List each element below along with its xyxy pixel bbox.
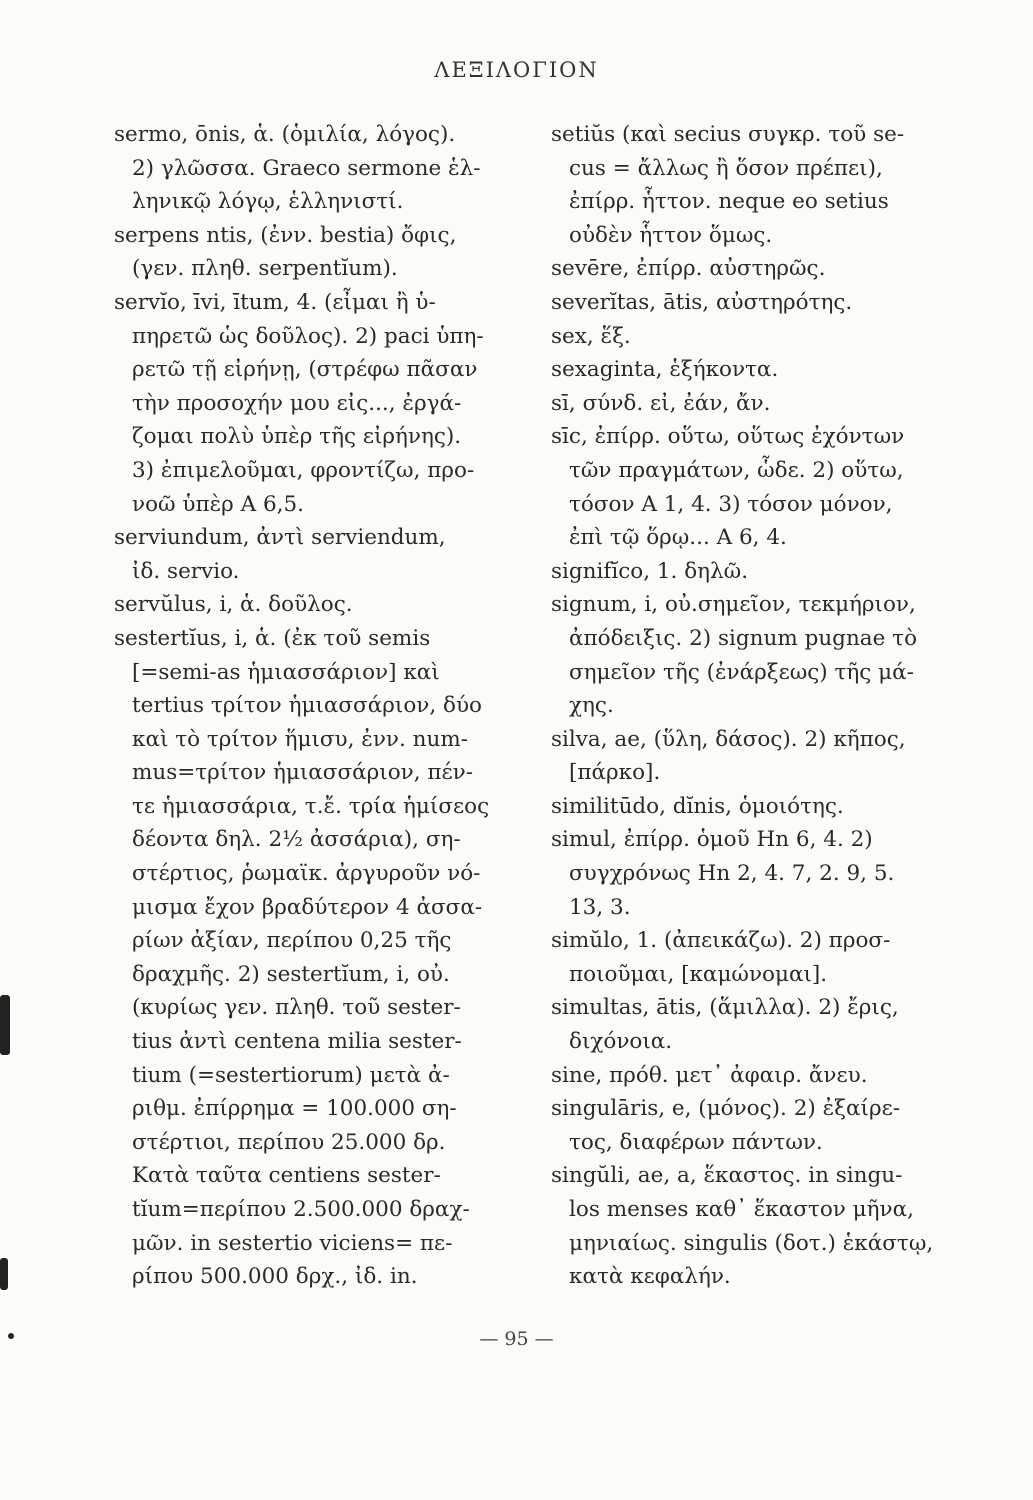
text-line: signum, i, οὐ.σημεῖον, τεκμήριον, bbox=[551, 592, 916, 618]
text-line: τε ἡμιασσάρια, τ.ἔ. τρία ἡμίσεος bbox=[132, 793, 490, 819]
text-line: (κυρίως γεν. πληθ. τοῦ sester- bbox=[132, 995, 461, 1021]
text-line: serviundum, ἀντὶ serviendum, bbox=[114, 525, 446, 551]
scan-mark bbox=[0, 1258, 8, 1290]
text-line: τὴν προσοχήν μου εἰς..., ἐργά- bbox=[132, 390, 462, 416]
text-line: tius ἀντὶ centena milia sester- bbox=[132, 1029, 462, 1055]
text-line: Κατὰ ταῦτα centiens sester- bbox=[132, 1163, 441, 1189]
text-line: (γεν. πληθ. serpentĭum). bbox=[132, 256, 398, 282]
text-line: tium (=sestertiorum) μετὰ ἀ- bbox=[132, 1062, 450, 1088]
scan-mark bbox=[8, 1333, 14, 1339]
text-line: ληνικῷ λόγῳ, ἑλληνιστί. bbox=[132, 189, 404, 215]
text-line: διχόνοια. bbox=[569, 1029, 673, 1055]
text-line: [=semi-as ἡμιασσάριον] καὶ bbox=[132, 659, 440, 685]
text-line: τόσον Α 1, 4. 3) τόσον μόνον, bbox=[569, 491, 893, 517]
text-line: καὶ τὸ τρίτον ἥμισυ, ἐνν. num- bbox=[132, 726, 468, 752]
text-line: simul, ἐπίρρ. ὁμοῦ Ηn 6, 4. 2) bbox=[551, 827, 873, 853]
text-line: similitūdo, dĭnis, ὁμοιότης. bbox=[551, 793, 844, 819]
text-line: ἐπὶ τῷ ὅρῳ... Α 6, 4. bbox=[569, 525, 787, 551]
text-line: sevēre, ἐπίρρ. αὐστηρῶς. bbox=[551, 256, 826, 282]
text-line: sex, ἕξ. bbox=[551, 323, 631, 349]
text-line: los menses καθ᾽ ἕκαστον μῆνα, bbox=[569, 1197, 914, 1222]
text-line: servĭo, īvi, ītum, 4. (εἶμαι ἢ ὑ- bbox=[114, 289, 436, 315]
text-line: ζομαι πολὺ ὑπὲρ τῆς εἰρήνης). bbox=[132, 424, 462, 450]
text-line: ριθμ. ἐπίρρημα = 100.000 ση- bbox=[132, 1096, 457, 1122]
text-line: simŭlo, 1. (ἀπεικάζω). 2) προσ- bbox=[551, 928, 891, 954]
text-line: στέρτιοι, περίπου 25.000 δρ. bbox=[132, 1129, 446, 1155]
text-line: cus = ἄλλως ἢ ὅσον πρέπει), bbox=[569, 155, 883, 181]
text-line: severĭtas, ātis, αὐστηρότης. bbox=[551, 289, 853, 315]
page-header: ΛΕΞΙΛΟΓΙΟΝ bbox=[434, 58, 599, 82]
text-line: setiŭs (καὶ secius συγκρ. τοῦ se- bbox=[551, 122, 905, 147]
text-line: [πάρκο]. bbox=[569, 760, 661, 786]
text-line: πηρετῶ ὡς δοῦλος). 2) paci ὑπη- bbox=[132, 323, 484, 349]
text-line: μηνιαίως. singulis (δοτ.) ἑκάστῳ, bbox=[569, 1230, 934, 1256]
text-line: simultas, ātis, (ἅμιλλα). 2) ἔρις, bbox=[551, 995, 899, 1021]
right-column bbox=[551, 118, 983, 1294]
text-line: ρίων ἀξίαν, περίπου 0,25 τῆς bbox=[132, 928, 452, 954]
text-line: τος, διαφέρων πάντων. bbox=[569, 1129, 823, 1155]
left-column bbox=[114, 118, 546, 1294]
text-line: τῶν πραγμάτων, ὧδε. 2) οὕτω, bbox=[569, 457, 904, 483]
text-line: ποιοῦμαι, [καμώνομαι]. bbox=[569, 961, 828, 987]
text-line: σημεῖον τῆς (ἐνάρξεως) τῆς μά- bbox=[569, 659, 914, 685]
text-line: sine, πρόθ. μετ᾽ ἀφαιρ. ἄνευ. bbox=[551, 1062, 868, 1088]
text-line: χης. bbox=[569, 693, 614, 719]
text-line: 13, 3. bbox=[569, 894, 631, 920]
text-line: δέοντα δηλ. 2½ ἀσσάρια), ση- bbox=[132, 827, 461, 853]
scan-mark bbox=[0, 995, 10, 1055]
text-line: signifĭco, 1. δηλῶ. bbox=[551, 558, 749, 584]
text-line: στέρτιος, ῥωμαϊκ. ἀργυροῦν νό- bbox=[132, 861, 481, 887]
text-line: tĭum=περίπου 2.500.000 δραχ- bbox=[132, 1197, 470, 1222]
text-line: sestertĭus, i, ἁ. (ἐκ τοῦ semis bbox=[114, 625, 431, 651]
text-line: sī, σύνδ. εἰ, ἐάν, ἄν. bbox=[551, 390, 771, 416]
text-line: ἐπίρρ. ἧττον. neque eo setius bbox=[569, 189, 889, 215]
text-line: κατὰ κεφαλήν. bbox=[569, 1264, 731, 1290]
text-line: sexaginta, ἑξήκοντα. bbox=[551, 357, 779, 383]
text-line: serpens ntis, (ἐνν. bestia) ὄφις, bbox=[114, 222, 457, 248]
text-line: singulāris, e, (μόνος). 2) ἐξαίρε- bbox=[551, 1096, 900, 1122]
page-number: — 95 — bbox=[479, 1328, 554, 1350]
text-line: sīc, ἐπίρρ. οὕτω, οὕτως ἐχόντων bbox=[551, 424, 905, 450]
text-line: silva, ae, (ὕλη, δάσος). 2) κῆπος, bbox=[551, 726, 906, 752]
text-line: servŭlus, i, ἁ. δοῦλος. bbox=[114, 592, 353, 618]
text-line: συγχρόνως Ηn 2, 4. 7, 2. 9, 5. bbox=[569, 861, 895, 887]
text-line: ἀπόδειξις. 2) signum pugnae τὸ bbox=[569, 625, 918, 651]
text-line: ρίπου 500.000 δρχ., ἰδ. in. bbox=[132, 1264, 418, 1290]
text-line: δραχμῆς. 2) sestertĭum, i, οὐ. bbox=[132, 961, 450, 987]
text-line: ρετῶ τῇ εἰρήνῃ, (στρέφω πᾶσαν bbox=[132, 357, 478, 383]
text-line: οὐδὲν ἧττον ὅμως. bbox=[569, 222, 773, 248]
text-line: singŭli, ae, a, ἕκαστος. in singu- bbox=[551, 1163, 903, 1189]
text-line: 2) γλῶσσα. Graeco sermone ἑλ- bbox=[132, 155, 481, 181]
text-line: μισμα ἔχον βραδύτερον 4 ἀσσα- bbox=[132, 894, 483, 920]
text-line: νοῶ ὑπὲρ Α 6,5. bbox=[132, 491, 304, 517]
text-line: sermo, ōnis, ἁ. (ὁμιλία, λόγος). bbox=[114, 122, 456, 147]
text-line: μῶν. in sestertio viciens= πε- bbox=[132, 1230, 453, 1256]
text-line: mus=τρίτον ἡμιασσάριον, πέν- bbox=[132, 760, 474, 786]
text-line: ἰδ. servio. bbox=[132, 558, 240, 584]
text-line: tertius τρίτον ἡμιασσάριον, δύο bbox=[132, 693, 482, 719]
text-line: 3) ἐπιμελοῦμαι, φροντίζω, προ- bbox=[132, 457, 475, 483]
